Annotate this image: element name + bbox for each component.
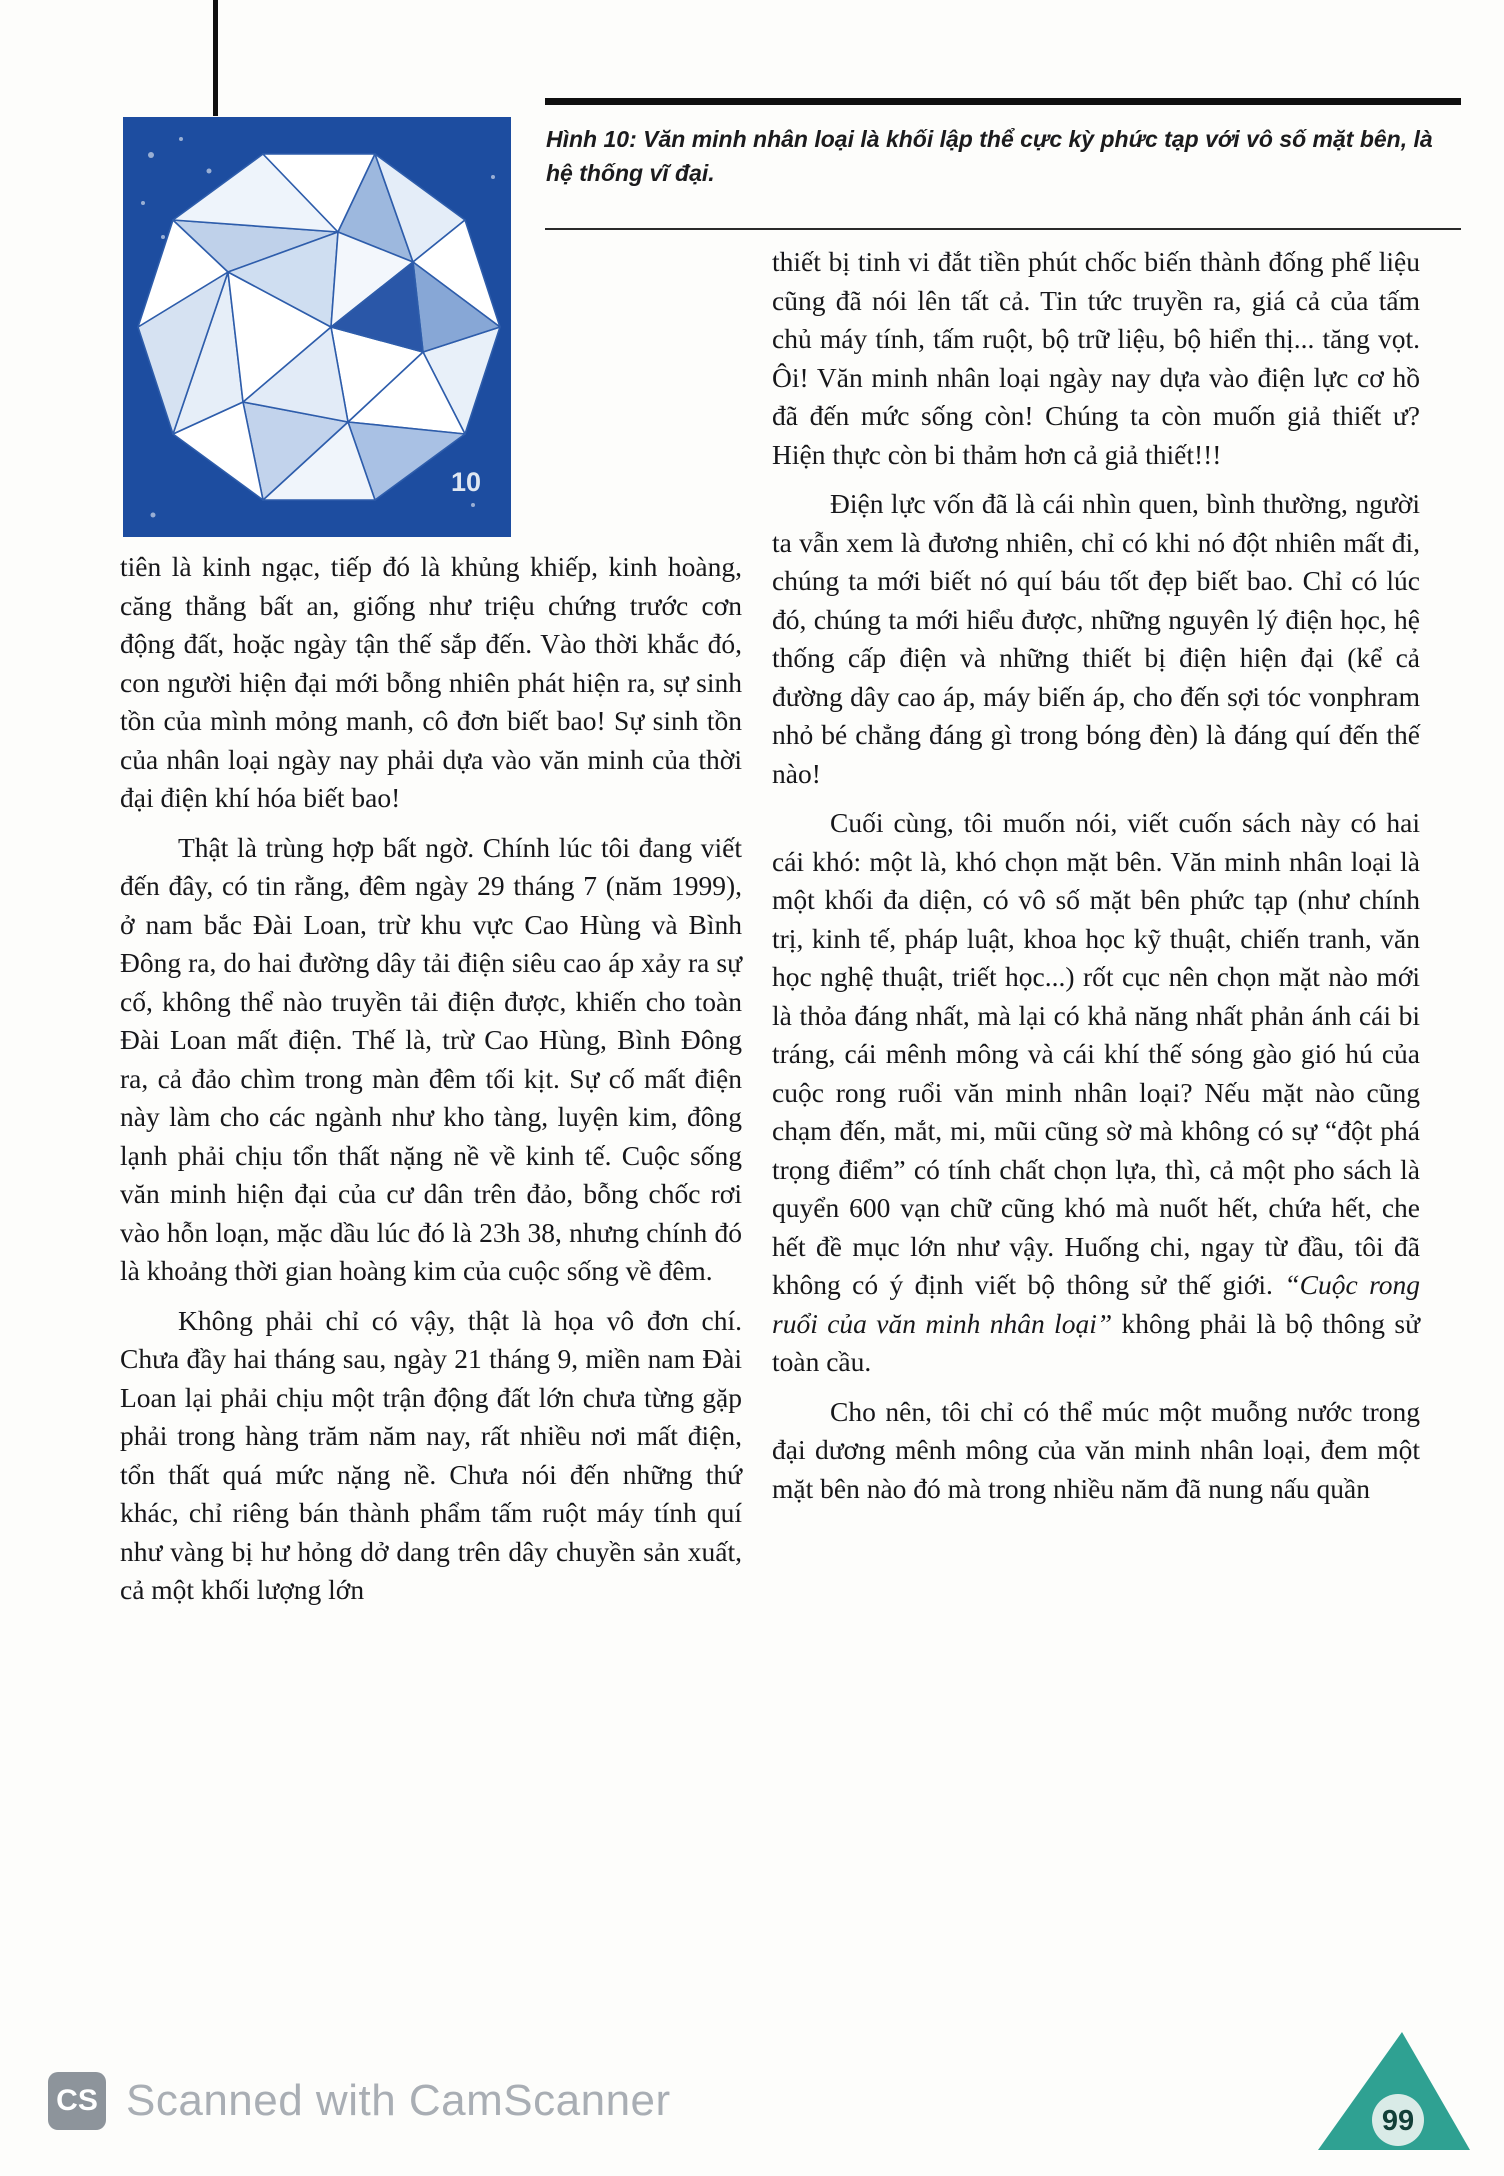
paragraph-left-2: Thật là trùng hợp bất ngờ. Chính lúc tôi đang viết đến đây, có tin rằng, đêm ngày 29 tháng 7 (năm 1999), ở nam bắc Đài Loan, trừ khu vực Cao Hùng và Bình Đông ra, do hai đường dây tải điện siêu cao áp xảy ra sự cố, không thể nào truyền tải điện được, khiến cho toàn Đài Loan mất điện. Thế là, trừ Cao Hùng, Bình Đông ra, cả đảo chìm trong màn đêm tối kịt. Sự cố mất điện này làm cho các ngành như kho tàng, luyện kim, đông lạnh phải chịu tổn thất nặng nề về kinh tế. Cuộc sống văn minh hiện đại của cư dân trên đảo, bỗng chốc rơi vào hỗn loạn, mặc dầu lúc đó là 23h 38, nhưng chính đó là khoảng thời gian hoàng kim của cuộc sống về đêm.	[120, 831, 742, 1286]
page-number: 99	[1381, 2105, 1415, 2137]
paragraph-right-4: Cho nên, tôi chỉ có thể múc một muỗng nước trong đại dương mênh mông của văn minh nhân loại, đem một mặt bên nào đó mà trong nhiều năm đã nung nấu quần	[772, 1395, 1420, 1504]
polyhedron-illustration	[123, 117, 511, 537]
paragraph-right-3	[772, 804, 1420, 1382]
camscanner-watermark-text: Scanned with CamScanner	[126, 2076, 671, 2125]
book-title-italic: “Cuộc rong ruổi của văn minh nhân loại”	[772, 1269, 1420, 1339]
paragraph-left-3: Không phải chỉ có vậy, thật là họa vô đơn chí. Chưa đầy hai tháng sau, ngày 21 tháng 9, miền nam Đài Loan lại phải chịu một trận động đất lớn chưa từng gặp phải trong hàng trăm năm nay, rất nhiều nơi mất điện, tổn thất quá mức nặng nề. Chưa nói đến những thứ khác, chỉ riêng bán thành phẩm tấm ruột máy tính quí như vàng bị hư hỏng dở dang trên dây chuyền sản xuất, cả một khối lượng lớn	[120, 1304, 742, 1605]
paragraph-right-1: thiết bị tinh vi đắt tiền phút chốc biến thành đống phế liệu cũng đã nói lên tất cả. Tin tức truyền ra, giá cả của tấm chủ máy tính, tấm ruột, bộ trữ liệu, bộ hiển thị... tăng vọt. Ôi! Văn minh nhân loại ngày nay dựa vào điện lực cơ hồ đã đến mức sống còn! Chúng ta còn muốn giả thiết ư? Hiện thực còn bi thảm hơn cả giả thiết!!!	[772, 246, 1420, 470]
corner-triangle	[1318, 2032, 1470, 2154]
paragraph-right-3-tail: không phải là bộ thông sử toàn cầu.	[772, 1307, 1420, 1377]
paragraph-left-1: tiên là kinh ngạc, tiếp đó là khủng khiếp, kinh hoàng, căng thẳng bất an, giống như triệu chứng trước cơn động đất, hoặc ngày tận thế sắp đến. Vào thời khắc đó, con người hiện đại mới bỗng nhiên phát hiện ra, sự sinh tồn của mình mỏng manh, cô đơn biết bao! Sự sinh tồn của nhân loại ngày nay phải dựa vào văn minh của thời đại điện khí hóa biết bao!	[120, 551, 742, 813]
figure-number-label: 10	[450, 467, 482, 497]
top-vertical-line	[213, 0, 218, 116]
camscanner-logo-icon: CS	[48, 2072, 106, 2130]
figure-caption-text: Văn minh nhân loại là khối lập thể cực kỳ phức tạp với vô số mặt bên, là hệ thống vĩ đại.	[546, 126, 1433, 186]
figure-caption-label: Hình 10:	[546, 126, 637, 152]
page-number-corner	[1318, 2032, 1470, 2154]
left-text-column	[120, 548, 742, 1621]
caption-underline-rule	[545, 228, 1461, 230]
camscanner-watermark-bar	[48, 2072, 671, 2130]
figure-10-image	[123, 117, 511, 537]
figure-caption	[546, 122, 1448, 190]
top-horizontal-rule	[545, 98, 1461, 105]
paragraph-right-2: Điện lực vốn đã là cái nhìn quen, bình thường, người ta vẫn xem là đương nhiên, chỉ có khi nó đột nhiên mất đi, chúng ta mới biết nó quí báu tốt đẹp biết bao. Chỉ có lúc đó, chúng ta mới hiểu được, những nguyên lý điện học, hệ thống cấp điện và những thiết bị điện hiện đại (kể cả đường dây cao áp, máy biến áp, cho đến sợi tóc vonphram nhỏ bé chẳng đáng gì trong bóng đèn) là đáng quí đến thế nào!	[772, 488, 1420, 789]
paragraph-right-3-text: Cuối cùng, tôi muốn nói, viết cuốn sách này có hai cái khó: một là, khó chọn mặt bên. Văn minh nhân loại là một khối đa diện, có vô số mặt bên phức tạp (như chính trị, kinh tế, pháp luật, khoa học kỹ thuật, chiến tranh, văn học nghệ thuật, triết học...) rốt cục nên chọn mặt nào mới là thỏa đáng nhất, mà lại có khả năng nhất phản ánh cái bi tráng, cái mênh mông và cái khí thế sóng gào gió hú của cuộc rong ruổi văn minh nhân loại? Nếu mặt nào cũng chạm đến, mắt, mi, mũi cũng sờ mà không có sự “đột phá trọng điểm” có tính chất chọn lựa, thì, cả một pho sách là quyển 600 vạn chữ cũng khó mà nuốt hết, chứa hết, che hết đề mục lớn như vậy. Huống chi, ngay từ đầu, tôi đã không có ý định viết bộ thông sử thế giới.	[772, 807, 1420, 1300]
right-text-column	[772, 243, 1420, 1519]
polyhedron-facets	[138, 154, 500, 500]
